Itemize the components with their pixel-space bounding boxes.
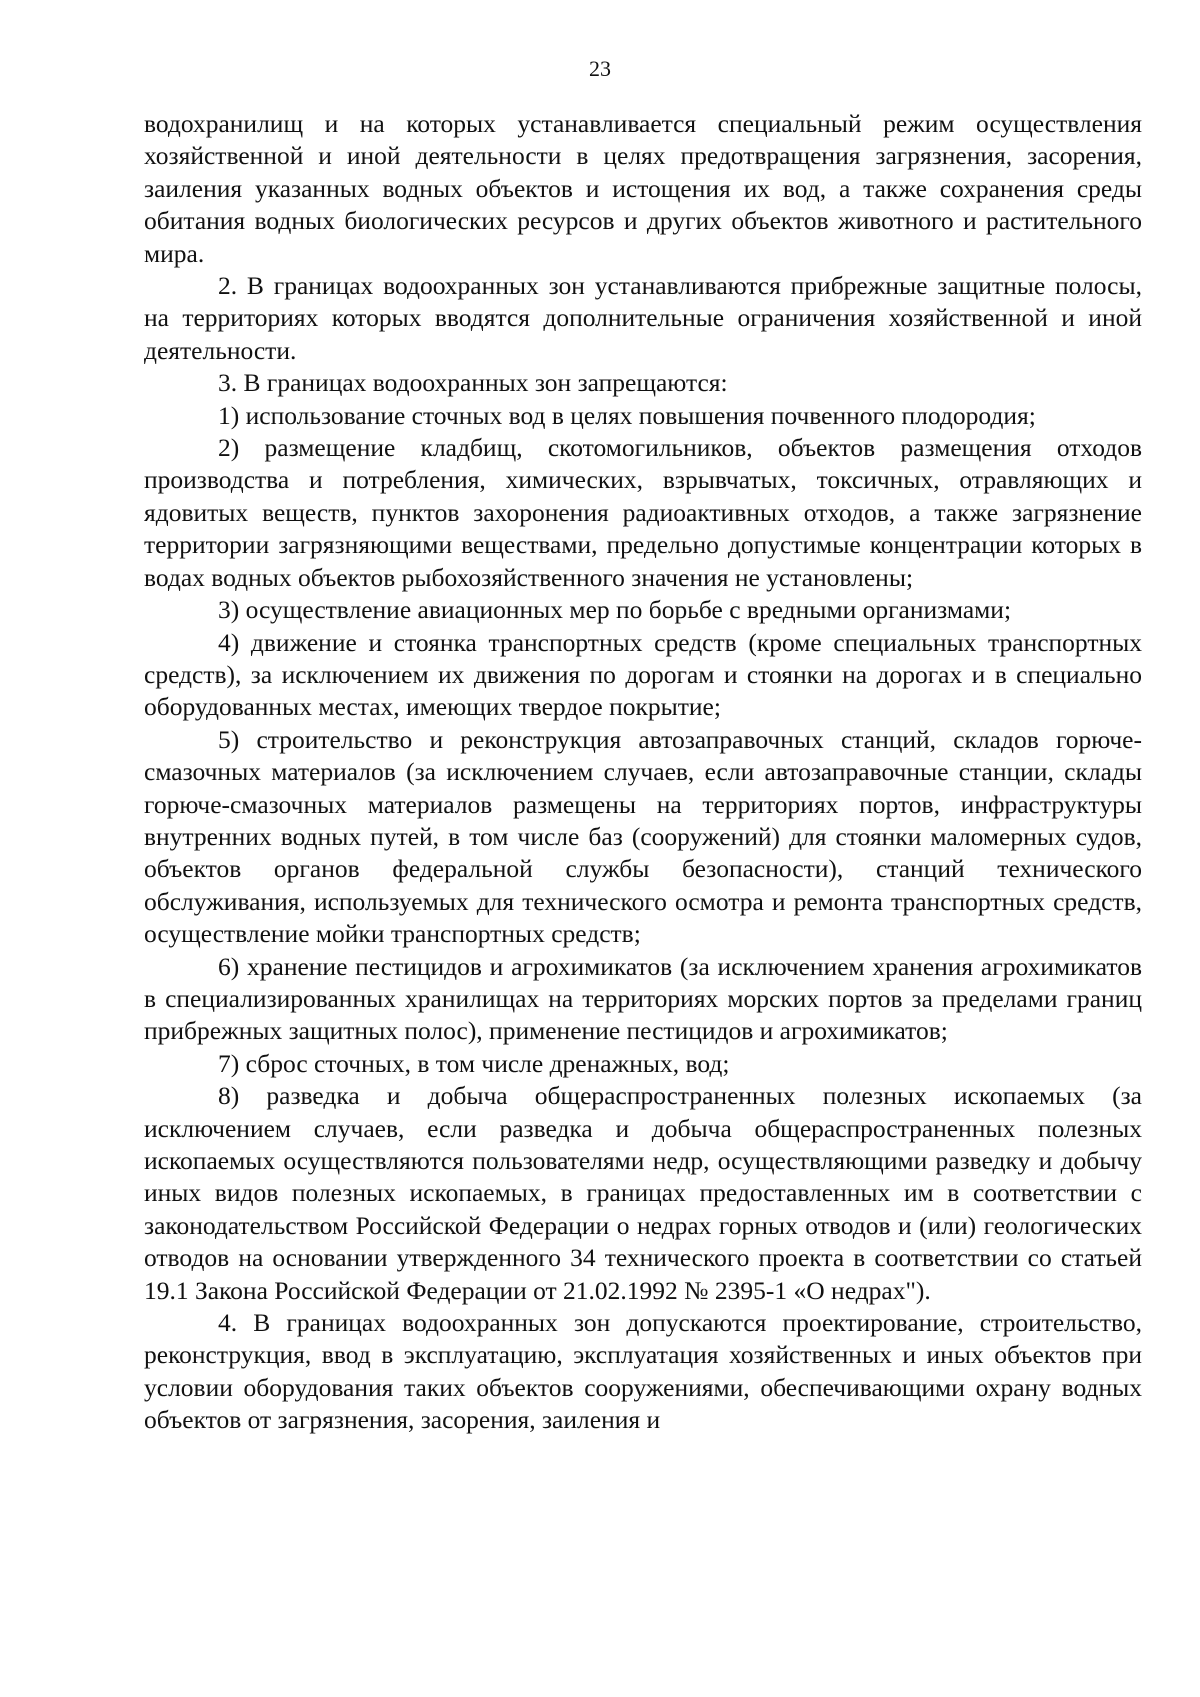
list-item-3-2: 2) размещение кладбищ, скотомогильников, объектов размещения отходов производства и потребления, химических, взрывчатых, токсичных, отравляющих и ядовитых веществ, пунктов захоронения радиоактивных отходов, а также загрязнение территории загрязняющими веществами, предельно допустимые концентрации которых в водах водных объектов рыбохозяйственного значения не установлены; xyxy=(144,433,1142,592)
paragraph-continuation: водохранилищ и на которых устанавливается специальный режим осуществления хозяйственной и иной деятельности в целях предотвращения загрязнения, засорения, заиления указанных водных объектов и истощения их вод, а также сохранения среды обитания водных биологических ресурсов и других объектов животного и растительного мира. xyxy=(144,109,1142,268)
list-item-3-6: 6) хранение пестицидов и агрохимикатов (за исключением хранения агрохимикатов в специализированных хранилищах на территориях морских портов за пределами границ прибрежных защитных полос), применение пестицидов и агрохимикатов; xyxy=(144,951,1142,1046)
page-number: 23 xyxy=(589,56,611,81)
list-item-3-1: 1) использование сточных вод в целях повышения почвенного плодородия; xyxy=(218,400,1036,430)
list-item-3-8: 8) разведка и добыча общераспространенных полезных ископаемых (за исключением случаев, если разведка и добыча общераспространенных полезных ископаемых осуществляются пользователями недр, осуществляющими разведку и добычу иных видов полезных ископаемых, в границах предоставленных им в соответствии с законодательством Российской Федерации о недрах горных отводов и (или) геологических отводов на основании утвержденного 34 технического проекта в соответствии со статьей 19.1 Закона Российской Федерации от 21.02.1992 № 2395-1 «О недрах"). xyxy=(144,1081,1142,1305)
paragraph-item-2: 2. В границах водоохранных зон устанавливаются прибрежные защитные полосы, на территориях которых вводятся дополнительные ограничения хозяйственной и иной деятельности. xyxy=(144,271,1142,365)
paragraph-item-4: 4. В границах водоохранных зон допускаются проектирование, строительство, реконструкция, ввод в эксплуатацию, эксплуатация хозяйственных и иных объектов при условии оборудования таких объектов сооружениями, обеспечивающими охрану водных объектов от загрязнения, засорения, заиления и xyxy=(144,1308,1142,1435)
paragraph-item-3: 3. В границах водоохранных зон запрещаются: xyxy=(218,368,728,398)
list-item-3-7: 7) сброс сточных, в том числе дренажных, вод; xyxy=(218,1048,730,1078)
list-item-3-4: 4) движение и стоянка транспортных средств (кроме специальных транспортных средств), за исключением их движения по дорогам и стоянки на дорогах и в специально оборудованных местах, имеющих твердое покрытие; xyxy=(144,627,1142,722)
list-item-3-5: 5) строительство и реконструкция автозаправочных станций, складов горюче-смазочных материалов (за исключением случаев, если автозаправочные станции, склады горюче-смазочных материалов размещены на территориях портов, инфраструктуры внутренних водных путей, в том числе баз (сооружений) для стоянки маломерных судов, объектов органов федеральной службы безопасности), станций технического обслуживания, используемых для технического осмотра и ремонта транспортных средств, осуществление мойки транспортных средств; xyxy=(144,724,1142,949)
list-item-3-3: 3) осуществление авиационных мер по борьбе с вредными организмами; xyxy=(218,595,1012,625)
body-text xyxy=(144,108,1142,1437)
